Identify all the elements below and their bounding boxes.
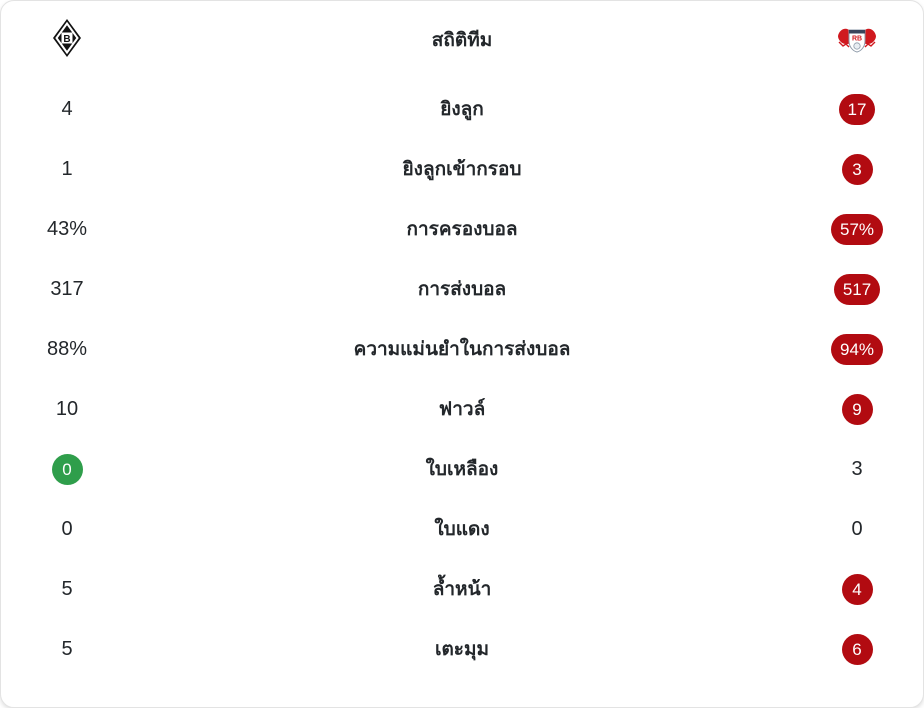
borussia-moenchengladbach-crest-icon: [52, 18, 82, 63]
stat-label: ความแม่นยำในการส่งบอล: [353, 339, 571, 360]
stat-row: [1, 79, 923, 139]
stat-row: [1, 199, 923, 259]
stat-row: [1, 319, 923, 379]
stat-row: [1, 379, 923, 439]
svg-text:B: B: [63, 33, 71, 45]
stat-row: [1, 499, 923, 559]
stat-row: [1, 559, 923, 619]
away-value: 4: [842, 574, 873, 605]
home-value: 1: [61, 158, 73, 180]
stat-label: การส่งบอล: [417, 279, 507, 300]
stat-row: [1, 139, 923, 199]
stat-row: [1, 439, 923, 499]
svg-text:RB: RB: [851, 35, 863, 42]
stats-rows: [1, 79, 923, 679]
home-value: 0: [52, 454, 83, 485]
rb-leipzig-crest-icon: [837, 23, 877, 58]
away-value: 17: [839, 94, 876, 125]
away-value: 94%: [831, 334, 883, 365]
home-value: 88%: [46, 338, 88, 360]
stat-label: ยิงลูกเข้ากรอบ: [402, 159, 522, 180]
away-value: 0: [851, 518, 863, 540]
away-value: 57%: [831, 214, 883, 245]
stat-label: ฟาวล์: [438, 399, 486, 420]
home-value: 317: [50, 278, 84, 300]
stat-row: [1, 619, 923, 679]
home-value: 10: [55, 398, 79, 420]
away-value: 9: [842, 394, 873, 425]
stat-row: [1, 259, 923, 319]
home-value: 5: [61, 578, 73, 600]
stat-label: ใบแดง: [434, 519, 490, 540]
stat-label: การครองบอล: [406, 219, 518, 240]
home-value: 0: [61, 518, 73, 540]
away-value: 3: [842, 154, 873, 185]
away-value: 517: [834, 274, 880, 305]
stat-label: ยิงลูก: [440, 99, 484, 120]
stats-header: [1, 1, 923, 79]
home-value: 43%: [46, 218, 88, 240]
stat-label: เตะมุม: [434, 639, 490, 660]
home-value: 4: [61, 98, 73, 120]
away-team-logo: [791, 23, 923, 58]
stat-label: ล้ำหน้า: [432, 579, 492, 600]
away-value: 6: [842, 634, 873, 665]
away-value: 3: [851, 458, 863, 480]
stat-label: ใบเหลือง: [425, 459, 499, 480]
stats-title: สถิติทีม: [431, 30, 493, 51]
home-team-logo: [1, 18, 133, 63]
home-value: 5: [61, 638, 73, 660]
